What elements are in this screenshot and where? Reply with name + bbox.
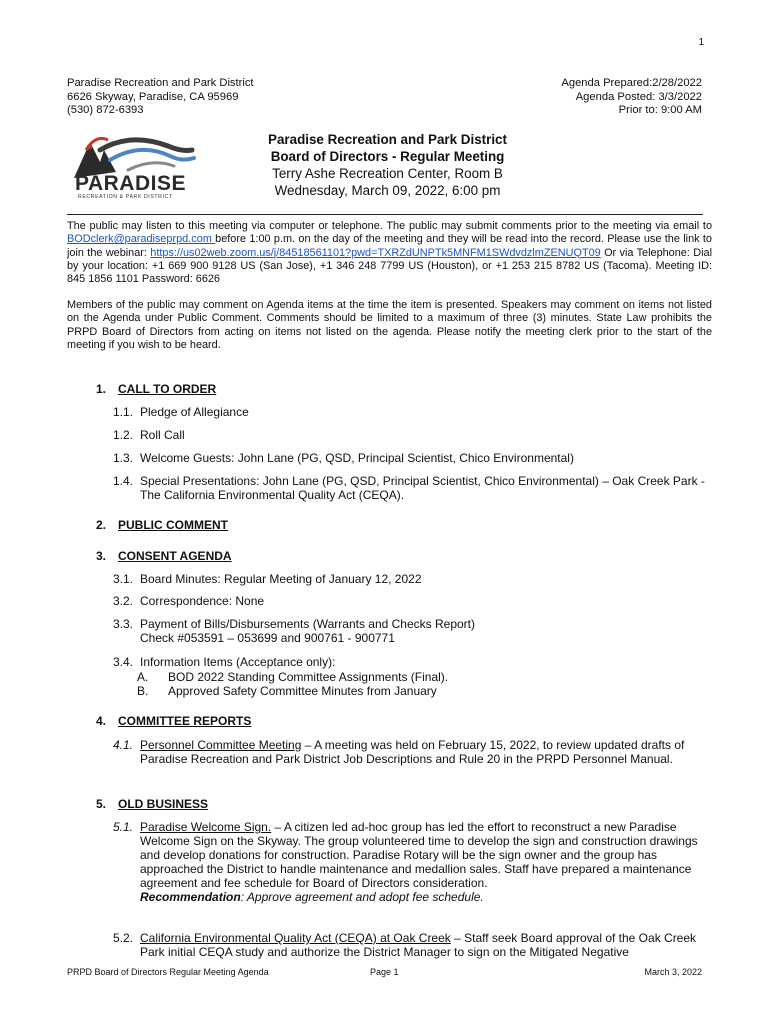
page-number-top: 1 (698, 37, 704, 48)
section-label: OLD BUSINESS (118, 797, 209, 811)
title-location: Terry Ashe Recreation Center, Room B (272, 166, 503, 181)
list-item (113, 820, 713, 912)
section-call-to-order (96, 382, 216, 396)
list-item (113, 572, 713, 586)
item-text: Information Items (Acceptance only): (140, 655, 336, 669)
item-text: Roll Call (140, 428, 185, 442)
item-text: Special Presentations: John Lane (PG, QSD, Principal Scientist, Chico Environmental) – Oak Creek Park - The California Environmental Quality Act (CEQA). (140, 474, 705, 502)
list-item (113, 594, 713, 608)
section-old-business (96, 797, 208, 811)
agenda-posted: Agenda Posted: 3/3/2022 (575, 90, 702, 103)
item-number: 4.1. (113, 738, 134, 752)
intro-text-b: before 1:00 p.m. on the day of the meeting and they will be read into the record. Please use the link to join the webinar: (67, 233, 712, 259)
item-text: Pledge of Allegiance (140, 405, 249, 419)
district-phone: (530) 872-6393 (67, 104, 144, 117)
intro-text-c: Or via Telephone: Dial by your location: +1 669 900 9128 US (San Jose), +1 346 248 7799 US (Houston), or +1 253 215 8782 US (Tacoma). Meeting ID: 845 1856 1101 Password: 6626 (67, 246, 712, 286)
section-number: 1. (96, 382, 107, 396)
section-label: COMMITTEE REPORTS (118, 714, 252, 728)
item-number: 5.1. (113, 820, 134, 834)
header-divider (67, 214, 703, 215)
sub-list-item (137, 684, 697, 698)
item-text: Correspondence: None (140, 594, 265, 608)
item-title: California Environmental Quality Act (CEQA) at Oak Creek (140, 931, 451, 945)
sub-item-letter: B. (137, 684, 149, 698)
item-text (140, 738, 710, 766)
item-text (140, 931, 710, 959)
item-number: 1.1. (113, 405, 134, 419)
section-number: 5. (96, 797, 107, 811)
item-text-line1: Payment of Bills/Disbursements (Warrants and Checks Report) (140, 617, 476, 631)
section-committee-reports (96, 714, 251, 728)
list-item (113, 655, 713, 669)
section-number: 3. (96, 549, 107, 563)
item-text: Board Minutes: Regular Meeting of January 12, 2022 (140, 572, 422, 586)
item-number: 5.2. (113, 931, 134, 945)
zoom-webinar-link[interactable]: https://us02web.zoom.us/j/84518561101?pwd=TXRZdUNPTk5MNFM1SWdvdzlmZENUQT09 (150, 246, 601, 259)
item-number: 3.4. (113, 655, 134, 669)
paradise-logo (70, 128, 200, 204)
sub-item-text: Approved Safety Committee Minutes from January (168, 684, 437, 698)
intro-text-a: The public may listen to this meeting via computer or telephone. The public may submit comments prior to the meeting via email to (67, 220, 712, 232)
logo-wordmark: PARADISE (75, 172, 186, 195)
item-number: 3.2. (113, 594, 134, 608)
agenda-prior-to: Prior to: 9:00 AM (618, 104, 702, 117)
title-district: Paradise Recreation and Park District (268, 132, 507, 147)
item-description: – Staff seek Board approval of the Oak Creek Park initial CEQA study and authorize the District Manager to sign on the Mitigated Negative (140, 931, 697, 959)
intro-paragraph-remote (67, 220, 712, 286)
section-label: CALL TO ORDER (118, 382, 217, 396)
list-item (113, 474, 713, 504)
list-item (113, 405, 713, 419)
section-label: CONSENT AGENDA (118, 549, 232, 563)
item-description: – A meeting was held on February 15, 2022, to review updated drafts of Paradise Recreation and Park District Job Descriptions and Rule 20 in the PRPD Personnel Manual. (140, 738, 685, 766)
footer-date: March 3, 2022 (644, 967, 702, 977)
item-number: 3.1. (113, 572, 134, 586)
list-item (113, 428, 713, 442)
section-public-comment (96, 518, 228, 532)
section-consent-agenda (96, 549, 232, 563)
logo-subtitle: RECREATION & PARK DISTRICT (78, 194, 173, 200)
section-label: PUBLIC COMMENT (118, 518, 228, 532)
item-number: 1.2. (113, 428, 134, 442)
recommendation-text: : Approve agreement and adopt fee schedule. (240, 890, 484, 904)
list-item (113, 738, 713, 782)
agenda-dates-block (561, 77, 702, 118)
item-number: 1.3. (113, 451, 134, 465)
sub-item-letter: A. (137, 670, 149, 684)
item-number: 1.4. (113, 474, 134, 488)
section-number: 4. (96, 714, 107, 728)
item-text (140, 820, 710, 904)
title-datetime: Wednesday, March 09, 2022, 6:00 pm (274, 183, 501, 198)
sub-list-item (137, 670, 697, 684)
list-item (113, 451, 713, 465)
item-description: – A citizen led ad-hoc group has led the effort to reconstruct a new Paradise Welcome Sign on the Skyway. The group volunteered time to develop the sign and construction drawings and develop donations for construction. Paradise Rotary will be the sign owner and the group has approached the District to handle maintenance and medallion sales. Staff have prepared a maintenance agreement and fee schedule for Board of Directors consideration. (140, 820, 698, 890)
agenda-prepared: Agenda Prepared:2/28/2022 (561, 77, 702, 89)
footer-page-number: Page 1 (370, 967, 399, 977)
meeting-title-block (230, 131, 545, 199)
item-text: Welcome Guests: John Lane (PG, QSD, Principal Scientist, Chico Environmental) (140, 451, 574, 465)
list-item (113, 617, 713, 647)
section-number: 2. (96, 518, 107, 532)
title-meeting-type: Board of Directors - Regular Meeting (270, 149, 505, 164)
item-text-line2: Check #053591 – 053699 and 900761 - 900771 (140, 631, 395, 645)
list-item (113, 931, 713, 961)
item-number: 3.3. (113, 617, 134, 631)
intro-paragraph-comments: Members of the public may comment on Agenda items at the time the item is presented. Speakers may comment on items not listed on the Agenda under Public Comment. Comments should be limited to a maximum of three (3) minutes. State Law prohibits the PRPD Board of Directors from acting on items not listed on the agenda. Please notify the meeting clerk prior to the start of the meeting if you wish to be heard. (67, 299, 712, 351)
district-street: 6626 Skyway, Paradise, CA 95969 (67, 90, 239, 103)
district-address-block (67, 77, 254, 118)
recommendation-label: Recommendation (140, 890, 241, 904)
item-title: Personnel Committee Meeting (140, 738, 302, 752)
item-text (140, 617, 710, 645)
clerk-email-link[interactable]: BODclerk@paradiseprpd.com (67, 233, 216, 246)
footer-left: PRPD Board of Directors Regular Meeting Agenda (67, 967, 269, 977)
sub-item-text: BOD 2022 Standing Committee Assignments (Final). (168, 670, 449, 684)
district-name: Paradise Recreation and Park District (67, 77, 254, 89)
item-title: Paradise Welcome Sign. (140, 820, 272, 834)
